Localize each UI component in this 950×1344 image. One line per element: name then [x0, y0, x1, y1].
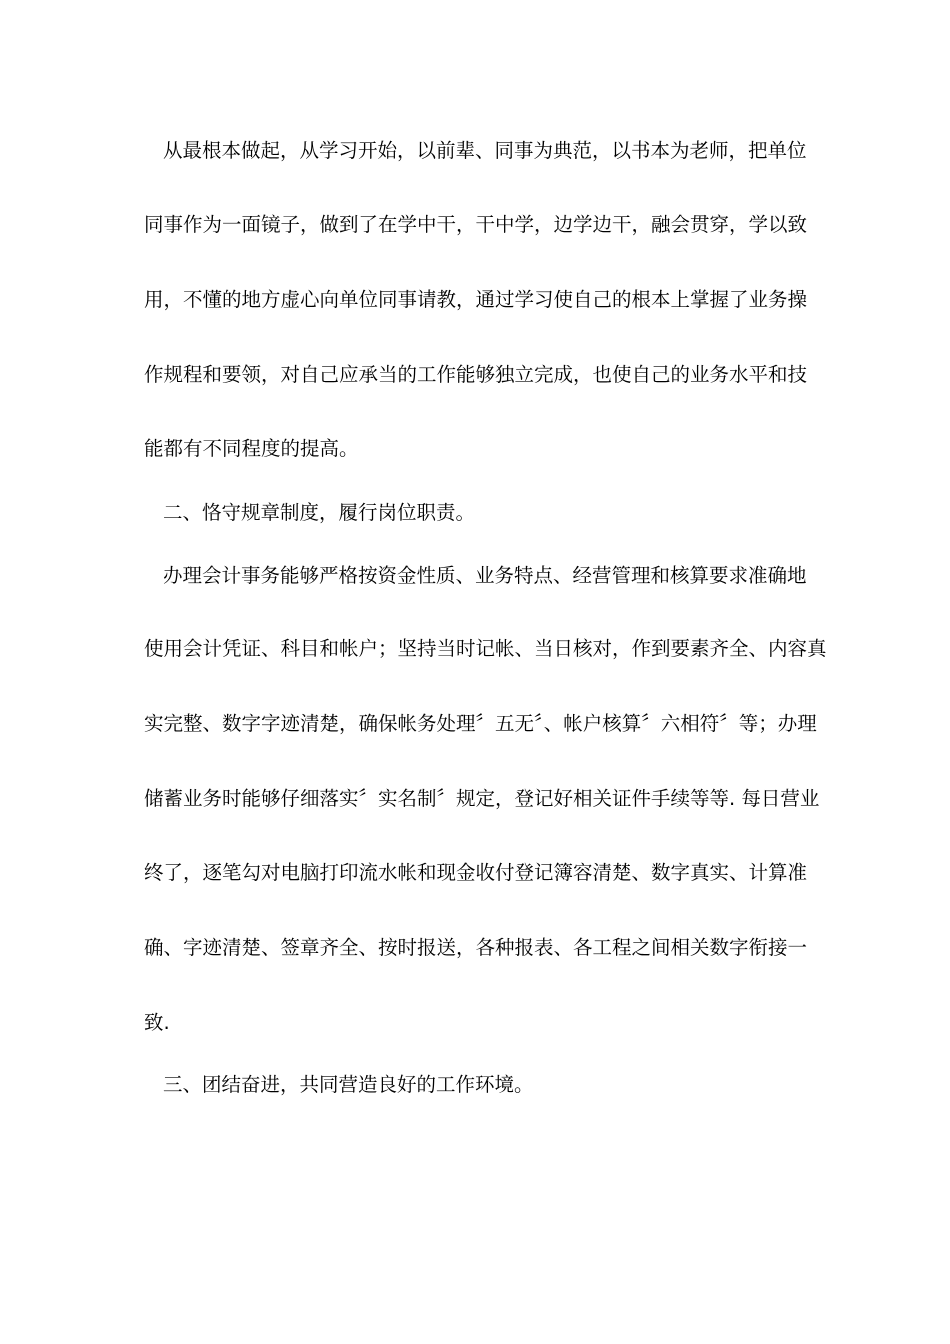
- paragraph-2-line-4: 储蓄业务时能够仔细落实〞实名制〞规定，登记好相关证件手续等等. 每日营业: [144, 787, 820, 810]
- paragraph-2-line-3: 实完整、数字字迹清楚，确保帐务处理〞五无〞、帐户核算〞六相符〞等；办理: [144, 712, 817, 735]
- section-heading-3: 三、团结奋进，共同营造良好的工作环境。: [163, 1073, 534, 1096]
- paragraph-2-line-6: 确、字迹清楚、签章齐全、按时报送，各种报表、各工程之间相关数字衔接一: [144, 936, 808, 959]
- paragraph-1-line-5: 能都有不同程度的提高。: [144, 437, 359, 460]
- paragraph-1-line-2: 同事作为一面镜子，做到了在学中干，干中学，边学边干，融会贯穿，学以致: [144, 213, 808, 236]
- paragraph-2-line-5: 终了，逐笔勾对电脑打印流水帐和现金收付登记簿容清楚、数字真实、计算准: [144, 861, 808, 884]
- paragraph-2-line-1: 办理会计事务能够严格按资金性质、业务特点、经营管理和核算要求准确地: [163, 564, 807, 587]
- paragraph-2-line-7: 致.: [144, 1011, 170, 1034]
- paragraph-1-line-3: 用，不懂的地方虚心向单位同事请教，通过学习使自己的根本上掌握了业务操: [144, 288, 808, 311]
- paragraph-2-line-2: 使用会计凭证、科目和帐户；坚持当时记帐、当日核对，作到要素齐全、内容真: [144, 637, 827, 660]
- section-heading-2: 二、恪守规章制度，履行岗位职责。: [163, 501, 476, 524]
- paragraph-1-line-4: 作规程和要领，对自己应承当的工作能够独立完成，也使自己的业务水平和技: [144, 363, 808, 386]
- paragraph-1-line-1: 从最根本做起，从学习开始，以前辈、同事为典范，以书本为老师，把单位: [163, 139, 807, 162]
